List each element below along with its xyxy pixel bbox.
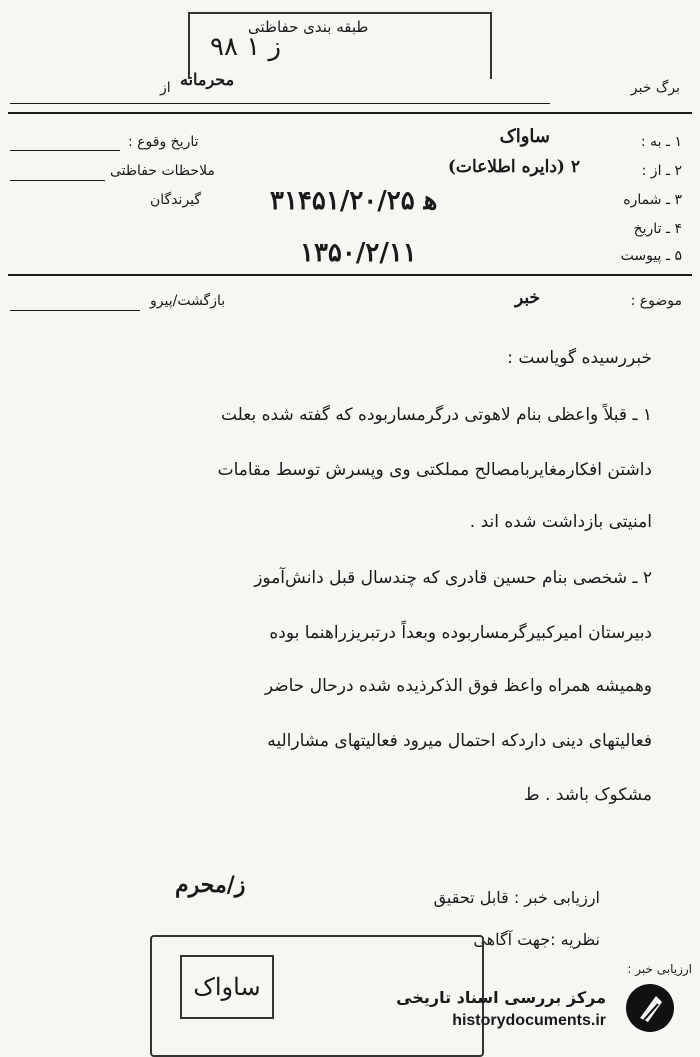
return-line (10, 310, 140, 311)
body-line-5: دبیرستان امیرکبیرگرمساربوده وبعداً درتبریزراهنما بوده (269, 623, 652, 643)
return-label: بازگشت/پیرو (150, 293, 226, 309)
handwritten-top: محرمانه (180, 70, 235, 89)
fields-divider (8, 274, 692, 276)
event-date-label: تاریخ وقوع : (128, 134, 199, 150)
security-notes-line (10, 180, 105, 181)
opinion-label: نظریه :جهت آگاهی (473, 930, 600, 949)
watermark-org: مرکز بررسی اسناد تاریخی (396, 988, 606, 1007)
header-divider (8, 112, 692, 114)
classification-stamp (188, 12, 492, 79)
field-from-label: ۲ ـ از : (641, 163, 682, 179)
from-label: از (160, 80, 171, 96)
archive-logo-icon (626, 984, 674, 1032)
subject-label: موضوع : (630, 293, 682, 309)
security-notes-label: ملاحظات حفاظتی (110, 163, 215, 179)
field-to-label: ۱ ـ به : (640, 134, 682, 150)
field-date-label: ۴ ـ تاریخ (633, 221, 682, 237)
field-attachment-label: ۵ ـ پیوست (620, 248, 682, 264)
watermark-url: historydocuments.ir (452, 1012, 606, 1029)
event-date-line (10, 150, 120, 151)
body-line-2: داشتن افکارمغایربامصالح مملکتی وی وپسرش توسط مقامات (217, 460, 652, 480)
field-number-label: ۳ ـ شماره (623, 192, 682, 208)
body-line-8: مشکوک باشد . ط (523, 785, 652, 805)
signature: ز/محرم (175, 872, 246, 898)
classification-number: ۹۸ ۱ ز (210, 32, 281, 62)
recipients-label: گیرندگان (150, 192, 202, 208)
body-line-3: امنیتی بازداشت شده اند . (469, 512, 652, 532)
field-number-value: ۳۱۴۵۱/۲۰/ه‍ ۲۵ (270, 186, 438, 216)
form-title: برگ خبر (630, 80, 680, 96)
classification-title: طبقه بندی حفاظتی (248, 18, 369, 36)
body-intro: خبررسیده گویاست : (507, 348, 652, 368)
body-line-7: فعالیتهای دینی داردکه احتمال میرود فعالیتهای مشارالیه (267, 731, 652, 751)
field-from-value: ۲ (دایره اطلاعات) (447, 157, 580, 177)
subject-value: خبر (514, 288, 540, 308)
body-line-6: وهمیشه همراه واعظ فوق الذکرذیده شده درحال حاضر (264, 676, 652, 696)
evaluation-label: ارزیابی خبر : قابل تحقیق (433, 888, 600, 907)
field-to-value: ساواک (499, 126, 550, 147)
header-dotted-line (10, 103, 550, 104)
body-line-4: ۲ ـ شخصی بنام حسین قادری که چندسال قبل دانش‌آموز (254, 568, 652, 588)
bottom-stamp-text: ساواک (180, 955, 274, 1019)
body-line-1: ۱ ـ قبلاً واعظی بنام لاهوتی درگرمساربوده که گفته شده بعلت (220, 405, 652, 425)
field-date-value: ۱۳۵۰/۲/۱۱ (300, 238, 417, 268)
small-evaluation-label: ارزیابی خبر : (627, 962, 692, 976)
